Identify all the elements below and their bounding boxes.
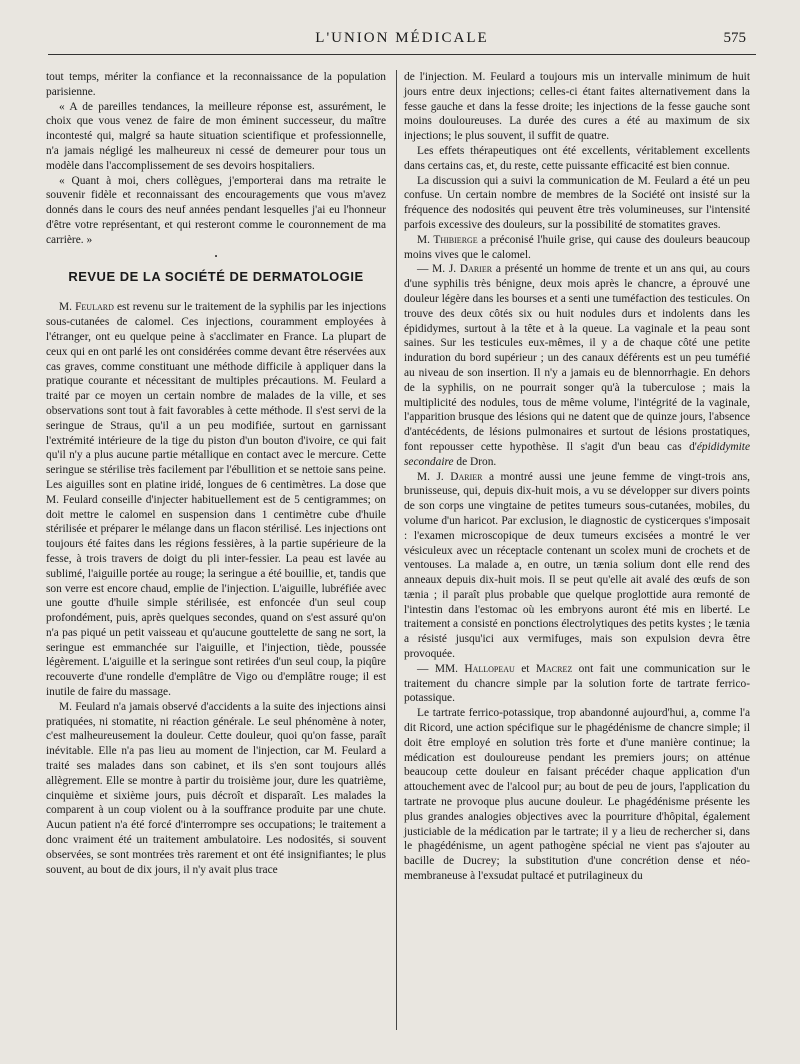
author-name: M. Thibierge — [417, 233, 478, 246]
paragraph — [404, 262, 750, 469]
paragraph-text: est revenu sur le traitement de la syphilis par les injections sous-cutanées de calomel. Ces injections, couramment employées à l'étranger, ont eu quelque peine à s'acclimater en France. La plupart de ceux qui en ont parlé les ont considérées comme devant être réservées aux cas graves, comme constituant une méthode difficile à appliquer dans la pratique courante et nécessitant de multiples précautions. M. Feulard a traité par ce moyen un certain nombre de malades de la ville, et ses observations sont tout à fait favorables à cette méthode. Il s'est servi de la seringue de Straus, qu'il a un peu modifiée, surtout en garnissant l'extrémité intérieure de la tige du piston d'un bouton d'ivoire, ce qui fait qu'il n'y a plus aucune partie métallique en contact avec le mercure. Cette seringue se stérilise très facilement par l'ébullition et se nettoie sans peine. Les aiguilles sont en platine iridé, longues de 6 centimètres. La dose que M. Feulard conseille d'injecter habituellement est de 5 centigrammes; on doit mettre le calomel en suspension dans 1 centimètre cube d'huile stérilisée et préparer le mélange dans un flacon stérilisé. Les injections ont toujours été faites dans les régions fessières, à la partie supérieure de la fesse, à trois travers de doigt du pli inter-fessier. La peau est lavée au sublimé, l'aiguille portée au rouge; la seringue a été bouillie, et, tandis que son verre est encore chaud, emplie de l'injection. L'aiguille, lubréfiée avec une goutte d'huile simple stérilisée, est enfoncée d'un seul coup profondément, puis, après quelques secondes, quand on s'est assuré qu'on n'a pas piqué un petit vaisseau et qu'aucune gouttelette de sang ne sort, la seringue est emmanchée sur l'aiguille, et l'injection, tiède, poussée légèrement. L'aiguille et la seringue sont retirées d'un seul coup, la piqûre recouverte d'une rondelle d'emplâtre de Vigo ou d'emplâtre rouge; il est inutile de faire du massage. — [46, 301, 386, 699]
column-divider — [396, 70, 397, 1030]
right-column — [404, 70, 750, 884]
paragraph: Le tartrate ferrico-potassique, trop abandonné aujourd'hui, a, comme l'a dit Ricord, une action spécifique sur le phagédénisme de chancre simple; il doit être employé en solution très forte et d'une manière continue; la médication est douloureuse pendant les premiers jours; on atténue beaucoup cette douleur en faisant précéder chaque application d'un attouchement avec de l'alcool pur; au bout de peu de jours, l'application du tartrate ne provoque plus aucune douleur. Le phagédénisme présente les plus grandes analogies objectives avec la pourriture d'hôpital, également justiciable de la médication par le tartrate; il y a lieu de rechercher si, dans le phagédénisme, un agent pathogène spécial ne vient pas s'ajouter au bacille de Ducrey; la substitution d'une concrétion dense et néo-membraneuse à l'exsudat pultacé et putrilagineux du — [404, 707, 750, 883]
paragraph: tout temps, mériter la confiance et la reconnaissance de la population parisienne. — [46, 71, 386, 98]
paragraph: de l'injection. M. Feulard a toujours mis un intervalle minimum de huit jours entre deux injections; celles-ci étant faites alternativement dans la fesse gauche et dans la fesse droite; les injections de la fesse gauche sont moins douloureuses. La durée des cures a été au maximum de six injections; le plus souvent, il suffit de quatre. — [404, 71, 750, 143]
paragraph — [46, 300, 386, 700]
page-number: 575 — [723, 30, 746, 46]
paragraph: M. Feulard n'a jamais observé d'accidents a la suite des injections ainsi pratiquées, ni stomatite, ni réaction générale. Le seul phénomène à noter, c'est malheureusement la douleur. Cette douleur, quoi qu'on fasse, paraît inévitable. Elle n'a pas lieu au moment de l'injection, car M. Feulard a traité ses malades dans son cabinet, et ils s'en sont toujours allés allègrement. Elle se montre à partir du troisième jour, dure les quatrième, cinquième et sixième jours, puis décroît et disparaît. Les malades la comparent à un coup violent ou à la souffrance produite par une chute. Aucun patient n'a été forcé d'interrompre ses occupations; le traitement a donc vraiment été un traitement ambulatoire. Les nodosités, si souvent observées, se sont montrées très rarement et ont été insignifiantes; le plus souvent, au bout de dix jours, il n'y avait plus trace — [46, 700, 386, 876]
paragraph: La discussion qui a suivi la communication de M. Feulard a été un peu confuse. Un certain nombre de membres de la Société ont insisté sur la fréquence des nodosités qui peuvent être très volumineuses, sur l'intensité parfois excessive des douleurs, sur la possibilité de stomatites graves. — [404, 174, 750, 231]
paragraph-text: a préconisé l'huile grise, qui cause des douleurs beaucoup moins vives que le calomel. — [404, 233, 751, 261]
paragraph: « Quant à moi, chers collègues, j'emporterai dans ma retraite le souvenir fidèle et reconnaissant des encouragements que vous m'avez donnés dans le cours des neuf années pendant lesquelles j'ai eu l'honneur d'être votre représentant, et qui resteront comme le couronnement de ma carrière. » — [46, 174, 386, 246]
paragraph — [404, 233, 750, 263]
author-name: Darier — [450, 470, 483, 483]
journal-title: L'UNION MÉDICALE — [315, 30, 489, 46]
paragraph: « A de pareilles tendances, la meilleure réponse est, assurément, le choix que vous venez de faire de mon éminent successeur, du maître incontesté qui, malgré sa haute situation scientifique et professionnelle, n'a jamais négligé les malheureux ni cessé de demeurer pour tous un modèle dans l'accomplissement de ses devoirs hospitaliers. — [46, 100, 386, 172]
italic-term: épididymite secondaire — [404, 440, 750, 468]
paragraph-text: ont fait une communication sur le traitement du chancre simple par la solution forte de tartrate ferrico-potassique. — [404, 662, 750, 705]
paragraph-text: de Dron. — [453, 455, 497, 468]
separator-ornament: • — [214, 251, 218, 261]
paragraph-lead: — MM. — [417, 662, 465, 675]
paragraph-lead: — M. J. — [417, 263, 460, 276]
section-heading: REVUE DE LA SOCIÉTÉ DE DERMATOLOGIE — [68, 268, 364, 284]
paragraph-text: et — [514, 662, 536, 675]
paragraph-text: a présenté un homme de trente et un ans qui, au cours d'une syphilis très bénigne, deux mois après le chancre, a éprouvé une douleur légère dans les bourses et a senti une tuméfaction des testicules. On trouve des deux côtés six ou huit nodules durs et indolents dans les épididymes, surtout à la tête et à la queue. La vaginale et la peau sont saines. Sur les testicules eux-mêmes, il y a de chaque côté une petite induration du bord supérieur ; un des canaux déférents est un peu tuméfié au niveau de son insertion. Il n'y a jamais eu de blennorrhagie. En dehors de la syphilis, on ne pourrait songer qu'à la tuberculose ; mais la multiplicité des nodules, tous de même volume, l'intégrité de la vaginale, l'apparition brusque des lésions qui ne datent que de quinze jours, l'absence d'antécédents, de lésions pulmonaires et surtout de lésions prostatiques, font repousser cette hypothèse. Il s'agit d'un beau cas d' — [404, 263, 750, 453]
paragraph-text: a montré aussi une jeune femme de vingt-trois ans, brunisseuse, qui, depuis dix-huit mois, a vu se développer sur divers points de son corps une vingtaine de petites tumeurs sous-cutanées, mobiles, du volume d'un haricot. Par exclusion, le diagnostic de cysticerques s'imposait : l'examen microscopique de deux tumeurs excisées a montré le ver vésiculeux avec un réceptacle contenant un scolex muni de crochets et de ventouses. La malade a, en outre, un tænia solium dont elle rend des anneaux depuis dix-huit mois. Il se peut qu'elle ait avalé des œufs de son tænia ; il paraît plus probable que quelque proglottide aura remonté de l'intestin dans l'estomac où les embryons auront été mis en liberté. Le traitement a consisté en ponctions électrolytiques des petits kystes ; le tænia a résisté jusqu'ici aux vermifuges, mais son expulsion devra être provoquée. — [404, 470, 750, 661]
author-name: Darier — [459, 263, 493, 276]
author-name: Macrez — [535, 662, 573, 675]
running-head — [48, 26, 756, 55]
paragraph: Les effets thérapeutiques ont été excellents, véritablement excellents dans certains cas, et, du reste, cette puissante efficacité est bien connue. — [404, 144, 750, 172]
author-name: Hallopeau — [464, 662, 515, 675]
author-name: M. Feulard — [59, 301, 114, 314]
paragraph — [404, 470, 750, 662]
paragraph-lead: M. J. — [417, 470, 451, 483]
paragraph — [404, 662, 750, 706]
left-column — [46, 70, 386, 877]
